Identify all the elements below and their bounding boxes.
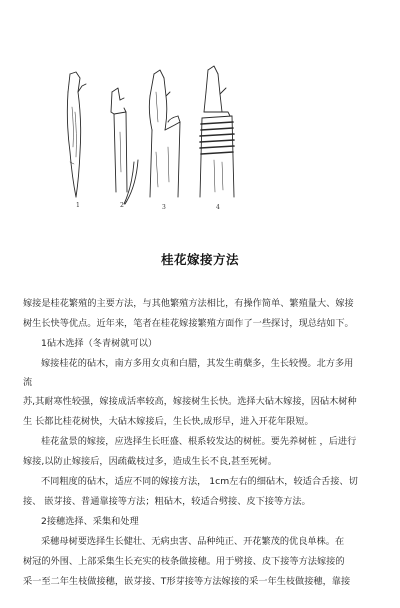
paragraph-line: 接、 嵌芽接、普通靠接等方法；粗砧木，较适合劈接、皮下接等方法。 bbox=[23, 496, 311, 507]
article-title: 桂花嫁接方法 bbox=[160, 252, 239, 267]
paragraph-line: 桂花盆景的嫁接，应选择生长旺盛、根系较发达的树桩。要先养树桩 ，后进行 bbox=[41, 436, 357, 447]
paragraph-line: 苏,其耐寒性较强，嫁接成活率较高，嫁接树生长快。选择大砧木嫁接，因砧木树种 bbox=[23, 396, 357, 407]
paragraph-line: 不同粗度的砧木，适应不同的嫁接方法， 1cm左右的细砧木，较适合舌接、切 bbox=[41, 476, 358, 487]
paragraph-line: 嫁接,以防止嫁接后，因疏截枝过多，造成生长不良,甚至死树。 bbox=[23, 456, 277, 467]
wrapped-graft-figure bbox=[200, 66, 234, 197]
article-body bbox=[23, 294, 379, 592]
paragraph-line: 采一至二年生枝做接穗，嵌芽接、T形芽接等方法嫁接的采一年生枝做接穗，靠接 bbox=[23, 576, 351, 587]
paragraph-line: 树冠的外围、上部采集生长充实的枝条做接穗。用于劈接、皮下接等方法嫁接的 bbox=[23, 556, 345, 567]
insertion-figure bbox=[149, 70, 180, 197]
paragraph-line: 生 长都比桂花树快，大砧木嫁接后，生长快,成形早，进入开花年限短。 bbox=[23, 416, 314, 427]
figure-label: 2 bbox=[120, 202, 124, 209]
paragraph-line: 采穗母树要选择生长健壮、无病虫害、品种纯正、开花繁茂的优良单株。在 bbox=[41, 536, 345, 547]
stock-cut-figure bbox=[111, 88, 138, 204]
paragraph-line: 树生长快等优点。近年来，笔者在桂花嫁接繁殖方面作了一些探讨，现总结如下。 bbox=[23, 318, 354, 329]
section-heading: 2接穗选择、采集和处理 bbox=[41, 516, 139, 527]
paragraph-line: 嫁接桂花的砧木，南方多用女贞和白腊，其发生萌蘖多，生长较慢。北方多用 bbox=[41, 358, 354, 369]
figure-label: 1 bbox=[76, 202, 80, 209]
figure-label: 4 bbox=[216, 204, 220, 211]
section-heading: 1砧木选择（冬青树就可以） bbox=[41, 338, 158, 349]
paragraph-line: 流 bbox=[23, 377, 33, 388]
grafting-illustration bbox=[28, 52, 278, 214]
figure-label: 3 bbox=[162, 204, 166, 211]
paragraph-line: 嫁接是桂花繁殖的主要方法，与其他繁殖方法相比，有操作简单、繁殖量大、嫁接 bbox=[23, 298, 354, 309]
scion-wedge-figure bbox=[67, 72, 86, 197]
grafting-diagram bbox=[28, 52, 278, 214]
